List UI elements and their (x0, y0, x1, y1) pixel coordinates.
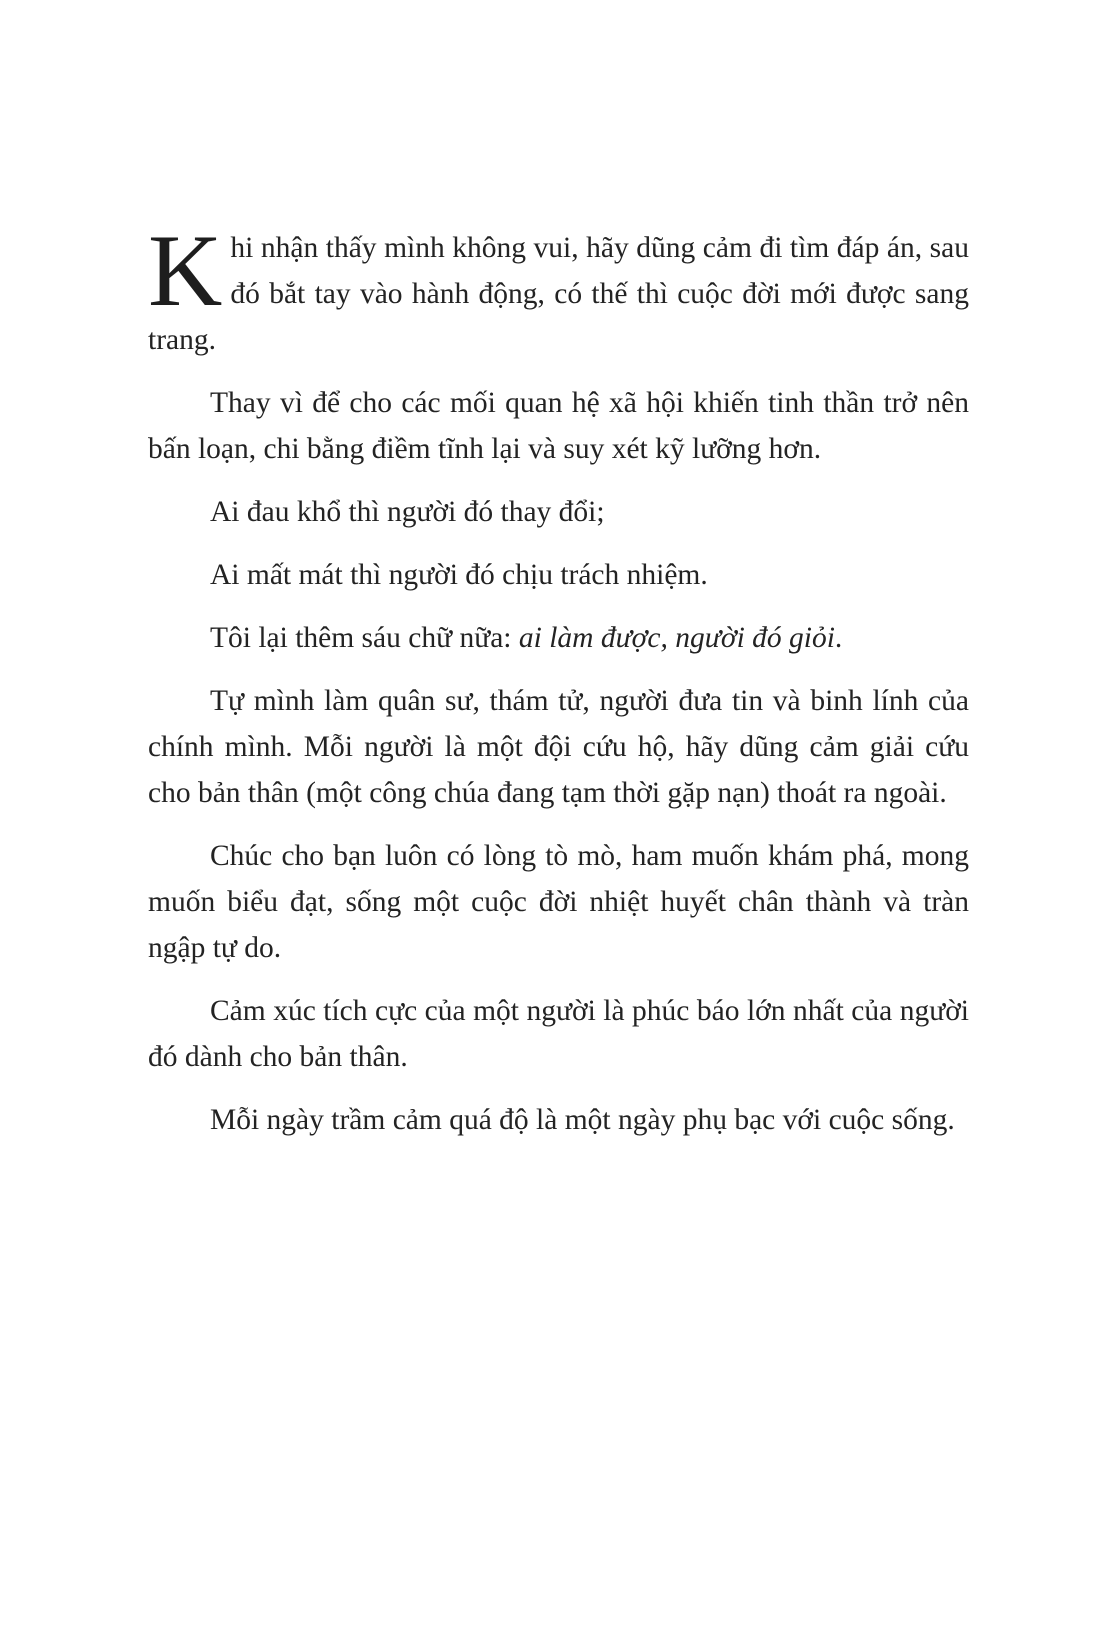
paragraph-dropcap (148, 214, 969, 363)
paragraph-text: Mỗi ngày trầm cảm quá độ là một ngày phụ bạc với cuộc sống. (210, 1104, 955, 1136)
paragraph-text: Tự mình làm quân sư, thám tử, người đưa tin và binh lính của chính mình. Mỗi người là một đội cứu hộ, hãy dũng cảm giải cứu cho bản thân (một công chúa đang tạm thời gặp nạn) thoát ra ngoài. (148, 685, 969, 809)
paragraph-text: Cảm xúc tích cực của một người là phúc báo lớn nhất của người đó dành cho bản thân. (148, 995, 969, 1073)
paragraph-text: hi nhận thấy mình không vui, hãy dũng cảm đi tìm đáp án, sau đó bắt tay vào hành động, có thế thì cuộc đời mới được sang trang. (148, 232, 969, 356)
paragraph-text: Ai đau khổ thì người đó thay đổi; (210, 496, 605, 528)
paragraph-text-tail: . (834, 622, 843, 654)
paragraph-text: Ai mất mát thì người đó chịu trách nhiệm. (210, 559, 708, 591)
paragraph-text-lead: Tôi lại thêm sáu chữ nữa: (210, 622, 519, 654)
paragraph-mixed (148, 615, 969, 661)
paragraph-text: Thay vì để cho các mối quan hệ xã hội khiến tinh thần trở nên bấn loạn, chi bằng điềm tĩnh lại và suy xét kỹ lưỡng hơn. (148, 387, 969, 465)
paragraph-text-italic: ai làm được, người đó giỏi (518, 622, 835, 654)
paragraph-text: Chúc cho bạn luôn có lòng tò mò, ham muốn khám phá, mong muốn biểu đạt, sống một cuộc đời nhiệt huyết chân thành và tràn ngập tự do. (148, 840, 969, 964)
drop-cap-letter: K (148, 214, 223, 328)
